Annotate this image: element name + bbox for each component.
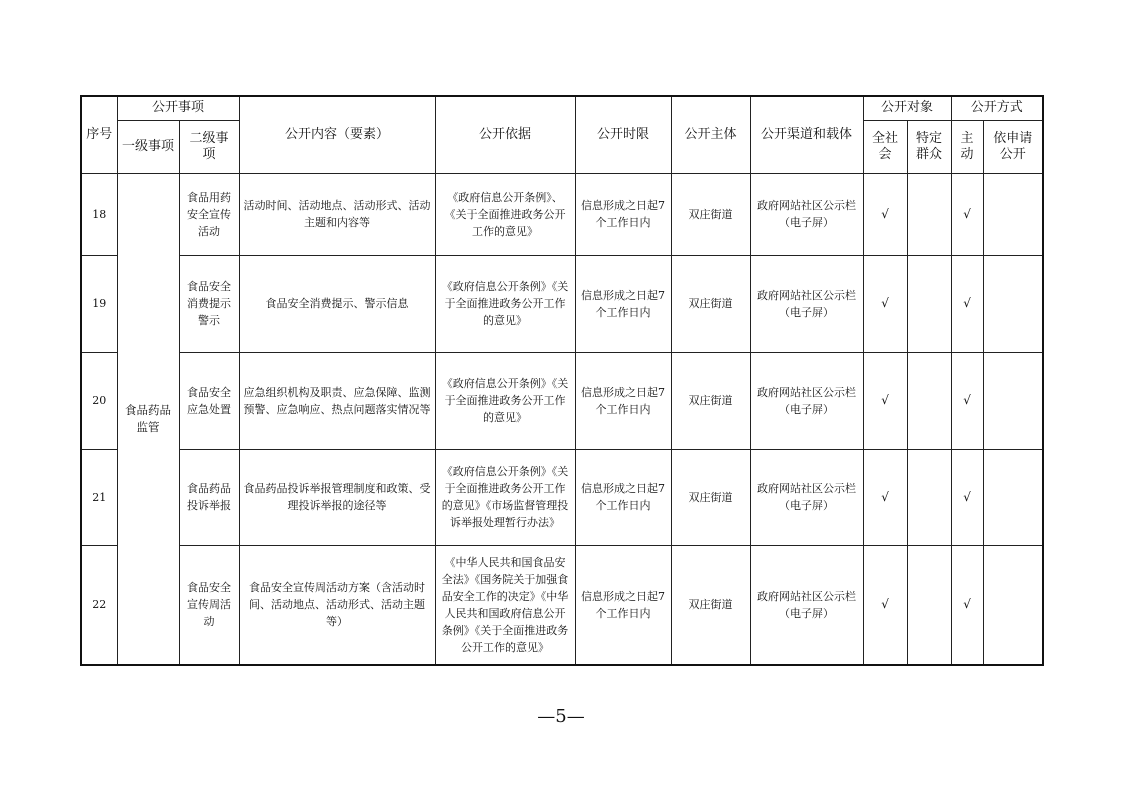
row-subject: 双庄街道: [671, 545, 750, 665]
row-check-all: √: [863, 255, 907, 352]
row-subject: 双庄街道: [671, 449, 750, 545]
row-time-limit: 信息形成之日起7个工作日内: [575, 449, 671, 545]
row-check-all: √: [863, 545, 907, 665]
header-method-active: 主动: [951, 120, 983, 173]
row-check-request: [983, 449, 1043, 545]
row-check-request: [983, 255, 1043, 352]
header-audience-group: 公开对象: [863, 96, 951, 120]
row-time-limit: 信息形成之日起7个工作日内: [575, 173, 671, 255]
row-check-active: √: [951, 449, 983, 545]
row-index: 20: [81, 352, 117, 449]
row-index: 18: [81, 173, 117, 255]
row-content: 食品药品投诉举报管理制度和政策、受理投诉举报的途径等: [239, 449, 435, 545]
row-channel: 政府网站社区公示栏（电子屏）: [750, 352, 863, 449]
table-row: [81, 352, 1043, 449]
row-check-request: [983, 545, 1043, 665]
header-channel: 公开渠道和载体: [750, 96, 863, 173]
header-time-limit: 公开时限: [575, 96, 671, 173]
header-seq: 序号: [81, 96, 117, 173]
row-content: 食品安全消费提示、警示信息: [239, 255, 435, 352]
table-row: [81, 545, 1043, 665]
row-subject: 双庄街道: [671, 352, 750, 449]
header-level2: 二级事项: [179, 120, 239, 173]
row-time-limit: 信息形成之日起7个工作日内: [575, 352, 671, 449]
row-channel: 政府网站社区公示栏（电子屏）: [750, 173, 863, 255]
row-subject: 双庄街道: [671, 255, 750, 352]
row-check-specific: [907, 352, 951, 449]
row-level2: 食品用药安全宣传活动: [179, 173, 239, 255]
row-basis: 《政府信息公开条例》《关于全面推进政务公开工作的意见》《市场监督管理投诉举报处理暂行办法》: [435, 449, 575, 545]
table-row: [81, 449, 1043, 545]
header-row-1: [81, 96, 1043, 120]
row-level2: 食品安全宣传周活动: [179, 545, 239, 665]
row-level2: 食品安全应急处置: [179, 352, 239, 449]
header-method-request: 依申请公开: [983, 120, 1043, 173]
row-check-active: √: [951, 173, 983, 255]
row-check-specific: [907, 449, 951, 545]
header-basis: 公开依据: [435, 96, 575, 173]
row-time-limit: 信息形成之日起7个工作日内: [575, 255, 671, 352]
header-subject: 公开主体: [671, 96, 750, 173]
row-level2: 食品药品投诉举报: [179, 449, 239, 545]
row-check-all: √: [863, 173, 907, 255]
row-check-specific: [907, 173, 951, 255]
row-content: 活动时间、活动地点、活动形式、活动主题和内容等: [239, 173, 435, 255]
row-check-request: [983, 352, 1043, 449]
row-check-specific: [907, 255, 951, 352]
page-number: —5—: [537, 706, 585, 727]
row-subject: 双庄街道: [671, 173, 750, 255]
header-audience-specific: 特定群众: [907, 120, 951, 173]
header-level1: 一级事项: [117, 120, 179, 173]
row-check-active: √: [951, 545, 983, 665]
row-check-specific: [907, 545, 951, 665]
row-time-limit: 信息形成之日起7个工作日内: [575, 545, 671, 665]
row-basis: 《政府信息公开条例》《关于全面推进政务公开工作的意见》: [435, 352, 575, 449]
table-row: [81, 173, 1043, 255]
header-method-group: 公开方式: [951, 96, 1043, 120]
row-check-active: √: [951, 255, 983, 352]
row-basis: 《政府信息公开条例》《关于全面推进政务公开工作的意见》: [435, 255, 575, 352]
row-check-active: √: [951, 352, 983, 449]
header-content: 公开内容（要素）: [239, 96, 435, 173]
row-content: 应急组织机构及职责、应急保障、监测预警、应急响应、热点问题落实情况等: [239, 352, 435, 449]
row-channel: 政府网站社区公示栏（电子屏）: [750, 545, 863, 665]
disclosure-table: [80, 95, 1044, 666]
header-items-group: 公开事项: [117, 96, 239, 120]
row-check-all: √: [863, 352, 907, 449]
row-index: 22: [81, 545, 117, 665]
row-content: 食品安全宣传周活动方案（含活动时间、活动地点、活动形式、活动主题等）: [239, 545, 435, 665]
row-channel: 政府网站社区公示栏（电子屏）: [750, 255, 863, 352]
row-check-all: √: [863, 449, 907, 545]
row-basis: 《政府信息公开条例》、《关于全面推进政务公开工作的意见》: [435, 173, 575, 255]
row-index: 19: [81, 255, 117, 352]
row-check-request: [983, 173, 1043, 255]
header-audience-all: 全社会: [863, 120, 907, 173]
row-basis: 《中华人民共和国食品安全法》《国务院关于加强食品安全工作的决定》《中华人民共和国政府信息公开条例》《关于全面推进政务公开工作的意见》: [435, 545, 575, 665]
row-level2: 食品安全消费提示警示: [179, 255, 239, 352]
table-row: [81, 255, 1043, 352]
row-channel: 政府网站社区公示栏（电子屏）: [750, 449, 863, 545]
level1-group: 食品药品监管: [117, 173, 179, 665]
row-index: 21: [81, 449, 117, 545]
